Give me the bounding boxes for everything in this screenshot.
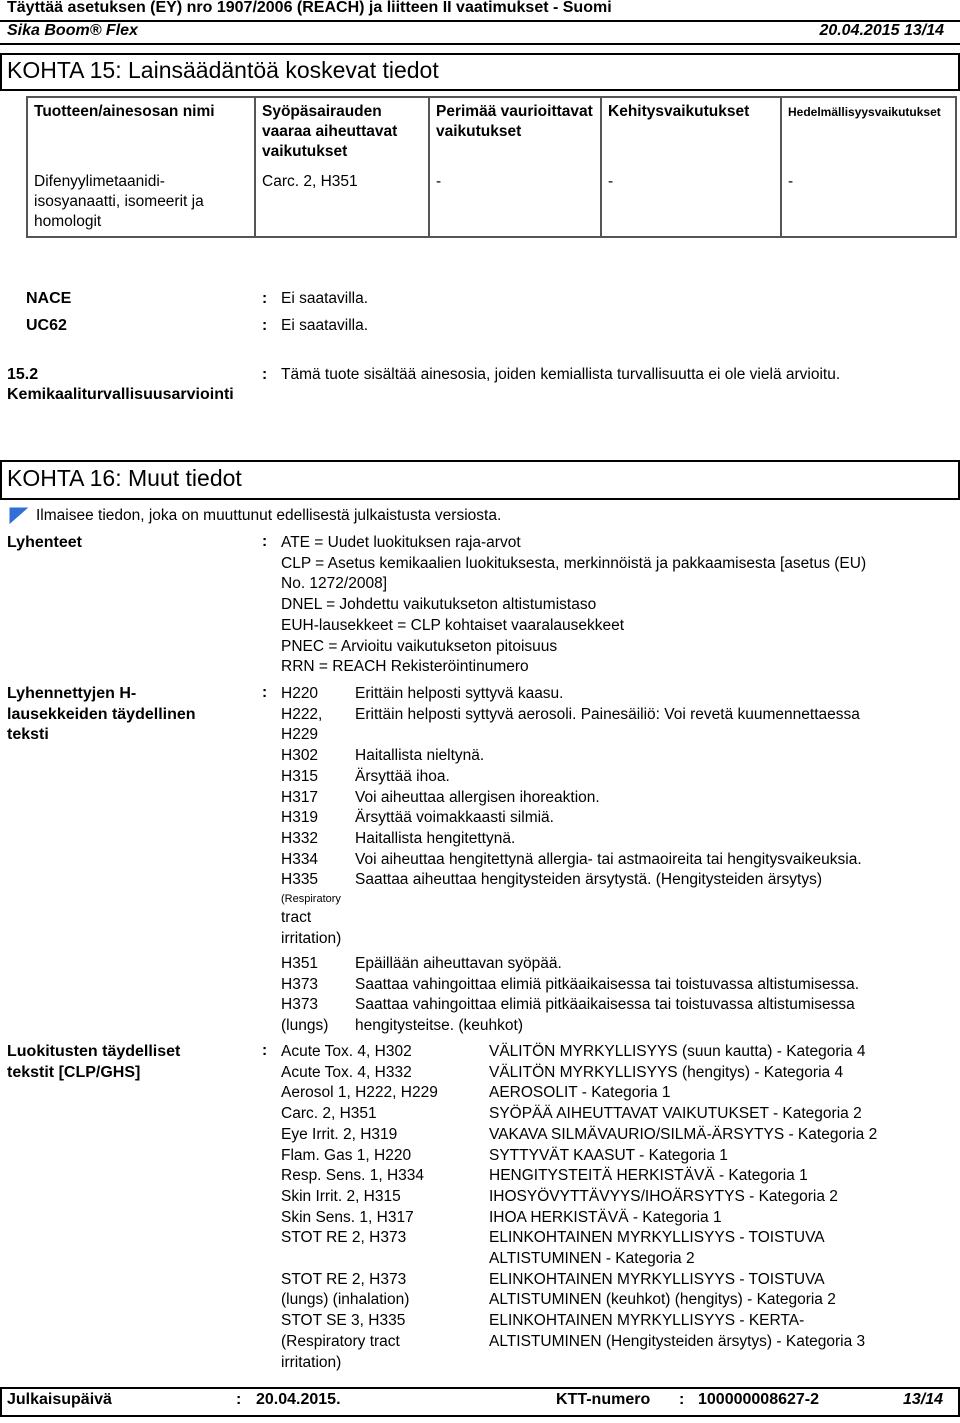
h-code: H317 xyxy=(281,788,319,806)
list-item: No. 1272/2008] xyxy=(281,575,388,593)
list-item xyxy=(281,1104,877,1125)
clp-text: VÄLITÖN MYRKYLLISYYS (hengitys) - Kategoria 4 xyxy=(489,1063,844,1081)
colon: : xyxy=(262,290,268,307)
change-marker-icon xyxy=(9,507,28,524)
list-item xyxy=(281,1332,877,1353)
h-code: H229 xyxy=(281,726,319,744)
list-item xyxy=(281,1083,877,1104)
regulatory-table xyxy=(26,96,957,238)
h-code: H222, xyxy=(281,705,323,723)
h-code: H319 xyxy=(281,809,319,827)
list-item xyxy=(281,1290,877,1311)
list-item xyxy=(281,1016,859,1037)
list-item xyxy=(281,1042,877,1063)
ktt-number-value: 100000008627-2 xyxy=(698,1391,820,1408)
list-item xyxy=(281,684,862,705)
list-item xyxy=(281,746,862,767)
table-row xyxy=(27,168,956,237)
clp-code: Eye Irrit. 2, H319 xyxy=(281,1125,398,1143)
list-item xyxy=(281,808,862,829)
clp-text: ALTISTUMINEN - Kategoria 2 xyxy=(489,1250,695,1268)
list-item xyxy=(281,1353,877,1374)
h335-note: tract xyxy=(281,909,312,927)
table-header-cell: Tuotteen/ainesosan nimi xyxy=(27,97,255,168)
clp-code: Skin Sens. 1, H317 xyxy=(281,1208,414,1226)
uc62-value: Ei saatavilla. xyxy=(281,317,369,334)
h-code: H373 xyxy=(281,996,319,1014)
list-item xyxy=(281,1125,877,1146)
clp-code: Aerosol 1, H222, H229 xyxy=(281,1084,438,1102)
list-item xyxy=(281,725,862,746)
product-name: Sika Boom® Flex xyxy=(7,22,138,39)
h-statements-label xyxy=(7,684,196,746)
list-item xyxy=(281,1166,877,1187)
list-item xyxy=(281,975,859,996)
h-text: Haitallista hengitettynä. xyxy=(355,829,516,847)
table-cell: Carc. 2, H351 xyxy=(255,168,429,237)
table-header-cell: Kehitysvaikutukset xyxy=(601,97,781,168)
clp-text: VÄLITÖN MYRKYLLISYYS (suun kautta) - Kategoria 4 xyxy=(489,1043,866,1060)
clp-code: Acute Tox. 4, H302 xyxy=(281,1043,412,1060)
clp-text: AEROSOLIT - Kategoria 1 xyxy=(489,1084,671,1102)
list-item: PNEC = Arvioitu vaikutukseton pitoisuus xyxy=(281,637,558,655)
clp-code xyxy=(281,1249,489,1270)
table-cell: Difenyylimetaanidi-isosyanaatti, isomeerit ja homologit xyxy=(27,168,255,237)
nace-label: NACE xyxy=(26,290,72,307)
colon: : xyxy=(262,533,268,550)
h-code: H220 xyxy=(281,685,319,702)
list-item xyxy=(281,1208,877,1229)
h-code: (lungs) xyxy=(281,1017,329,1035)
clp-code: STOT SE 3, H335 xyxy=(281,1312,406,1330)
colon: : xyxy=(262,317,268,334)
list-item xyxy=(281,870,862,891)
list-item: EUH-lausekkeet = CLP kohtaiset vaaralausekkeet xyxy=(281,616,625,634)
clp-text: IHOA HERKISTÄVÄ - Kategoria 1 xyxy=(489,1208,722,1226)
h-code: H335 xyxy=(281,871,319,889)
colon: : xyxy=(236,1391,242,1408)
table-header-cell: Hedelmällisyysvaikutukset xyxy=(781,97,956,168)
clp-text: HENGITYSTEITÄ HERKISTÄVÄ - Kategoria 1 xyxy=(489,1167,808,1185)
clp-code: Flam. Gas 1, H220 xyxy=(281,1146,412,1164)
label-line: teksti xyxy=(7,726,49,743)
clp-code: STOT RE 2, H373 xyxy=(281,1229,407,1247)
list-item xyxy=(281,954,859,975)
h-text: Voi aiheuttaa allergisen ihoreaktion. xyxy=(355,788,600,806)
label-line: lausekkeiden täydellinen xyxy=(7,705,196,723)
footer-page-number: 13/14 xyxy=(903,1391,944,1408)
header-bar xyxy=(0,20,960,45)
list-item xyxy=(281,1311,877,1332)
clp-text: VAKAVA SILMÄVAURIO/SILMÄ-ÄRSYTYS - Kategoria 2 xyxy=(489,1125,878,1143)
list-item xyxy=(281,1228,877,1249)
list-item xyxy=(281,1187,877,1208)
list-item xyxy=(281,1270,877,1291)
list-item xyxy=(281,1063,877,1084)
h-text: Erittäin helposti syttyvä kaasu. xyxy=(355,685,564,702)
h-text: Ärsyttää voimakkaasti silmiä. xyxy=(355,809,554,827)
publication-date-label: Julkaisupäivä xyxy=(7,1391,112,1408)
clp-text: ALTISTUMINEN (Hengitysteiden ärsytys) - Kategoria 3 xyxy=(489,1332,866,1350)
table-header-row xyxy=(27,97,956,168)
clp-label xyxy=(7,1042,180,1083)
colon: : xyxy=(262,366,268,383)
h-code: H332 xyxy=(281,829,319,847)
list-item xyxy=(281,705,862,726)
h-statements-list xyxy=(281,684,862,949)
h-text: Saattaa aiheuttaa hengitysteiden ärsytystä. (Hengitysteiden ärsytys) xyxy=(355,871,822,889)
clp-code: (Respiratory tract xyxy=(281,1332,400,1350)
clp-text: IHOSYÖVYTTÄVYYS/IHOÄRSYTYS - Kategoria 2 xyxy=(489,1187,838,1205)
section-15-2-number: 15.2 xyxy=(7,366,39,383)
h-statements-list-2 xyxy=(281,954,859,1037)
label-line: Lyhennettyjen H- xyxy=(7,685,137,702)
uc62-label: UC62 xyxy=(26,317,67,334)
list-item xyxy=(281,788,862,809)
label-line: Luokitusten täydelliset xyxy=(7,1043,181,1060)
abbreviations-list xyxy=(281,533,866,678)
list-item: RRN = REACH Rekisteröintinumero xyxy=(281,658,529,676)
clp-code: STOT RE 2, H373 xyxy=(281,1270,407,1288)
h-text: hengitysteitse. (keuhkot) xyxy=(355,1017,524,1035)
clp-text: ALTISTUMINEN (keuhkot) (hengitys) - Kategoria 2 xyxy=(489,1291,836,1309)
clp-text: ELINKOHTAINEN MYRKYLLISYYS - KERTA- xyxy=(489,1312,805,1330)
clp-code: Acute Tox. 4, H332 xyxy=(281,1063,412,1081)
h-text: Voi aiheuttaa hengitettynä allergia- tai astmaoireita tai hengitysvaikeuksia. xyxy=(355,850,862,868)
list-item xyxy=(281,850,862,871)
table-header-cell: Syöpäsairauden vaaraa aiheuttavat vaikutukset xyxy=(255,97,429,168)
clp-code: Carc. 2, H351 xyxy=(281,1105,377,1123)
h-text: Erittäin helposti syttyvä aerosoli. Painesäiliö: Voi revetä kuumennettaessa xyxy=(355,705,860,723)
h-text: Saattaa vahingoittaa elimiä pitkäaikaisessa tai toistuvassa altistumisessa xyxy=(355,996,855,1014)
table-cell: - xyxy=(781,168,956,237)
list-item: CLP = Asetus kemikaalien luokituksesta, merkinnöistä ja pakkaamisesta [asetus (EU) xyxy=(281,554,867,572)
section-15-2-value: Tämä tuote sisältää ainesosia, joiden kemiallista turvallisuutta ei ole vielä arvioitu. xyxy=(281,366,841,383)
clp-text: SYÖPÄÄ AIHEUTTAVAT VAIKUTUKSET - Kategoria 2 xyxy=(489,1105,862,1123)
table-cell: - xyxy=(429,168,601,237)
h-text: Saattaa vahingoittaa elimiä pitkäaikaisessa tai toistuvassa altistumisessa. xyxy=(355,975,860,993)
list-item xyxy=(281,1249,877,1270)
clp-code: (lungs) (inhalation) xyxy=(281,1291,410,1309)
h-code: H315 xyxy=(281,767,319,785)
list-item: ATE = Uudet luokituksen raja-arvot xyxy=(281,534,521,551)
colon: : xyxy=(262,684,268,701)
h-code: H373 xyxy=(281,975,319,993)
section-16-title: KOHTA 16: Muut tiedot xyxy=(7,465,242,491)
h-code: H334 xyxy=(281,850,319,868)
list-item xyxy=(281,995,859,1016)
abbreviations-label: Lyhenteet xyxy=(7,534,82,551)
clp-code: Skin Irrit. 2, H315 xyxy=(281,1187,401,1205)
nace-value: Ei saatavilla. xyxy=(281,290,369,307)
document-header-title: Täyttää asetuksen (EY) nro 1907/2006 (REACH) ja liitteen II vaatimukset - Suomi xyxy=(7,0,612,16)
h-text: Haitallista nieltynä. xyxy=(355,747,485,765)
clp-code: irritation) xyxy=(281,1353,342,1371)
table-cell: - xyxy=(601,168,781,237)
clp-list xyxy=(281,1042,877,1373)
colon: : xyxy=(262,1042,268,1059)
h-text: Ärsyttää ihoa. xyxy=(355,767,450,785)
header-date-page: 20.04.2015 13/14 xyxy=(819,22,944,39)
clp-text: ELINKOHTAINEN MYRKYLLISYYS - TOISTUVA xyxy=(489,1229,825,1247)
change-note: Ilmaisee tiedon, joka on muuttunut edellisestä julkaistusta versiosta. xyxy=(36,507,502,524)
list-item xyxy=(281,767,862,788)
section-15-2-label: Kemikaaliturvallisuusarviointi xyxy=(7,386,234,403)
ktt-number-label: KTT-numero xyxy=(556,1391,651,1408)
clp-text: SYTTYVÄT KAASUT - Kategoria 1 xyxy=(489,1146,728,1164)
section-15-title: KOHTA 15: Lainsäädäntöä koskevat tiedot xyxy=(7,57,439,83)
clp-code: Resp. Sens. 1, H334 xyxy=(281,1167,425,1185)
clp-text: ELINKOHTAINEN MYRKYLLISYYS - TOISTUVA xyxy=(489,1270,825,1288)
h-text: Epäillään aiheuttavan syöpää. xyxy=(355,955,562,972)
h-code: H302 xyxy=(281,747,319,765)
list-item: DNEL = Johdettu vaikutukseton altistumistaso xyxy=(281,596,597,614)
h335-note: (Respiratory xyxy=(281,893,341,906)
h335-note: irritation) xyxy=(281,929,342,947)
h-code: H351 xyxy=(281,955,319,972)
publication-date-value: 20.04.2015. xyxy=(256,1391,341,1408)
colon: : xyxy=(679,1391,685,1408)
list-item xyxy=(281,1146,877,1167)
label-line: tekstit [CLP/GHS] xyxy=(7,1063,141,1081)
list-item xyxy=(281,829,862,850)
table-header-cell: Perimää vaurioittavat vaikutukset xyxy=(429,97,601,168)
